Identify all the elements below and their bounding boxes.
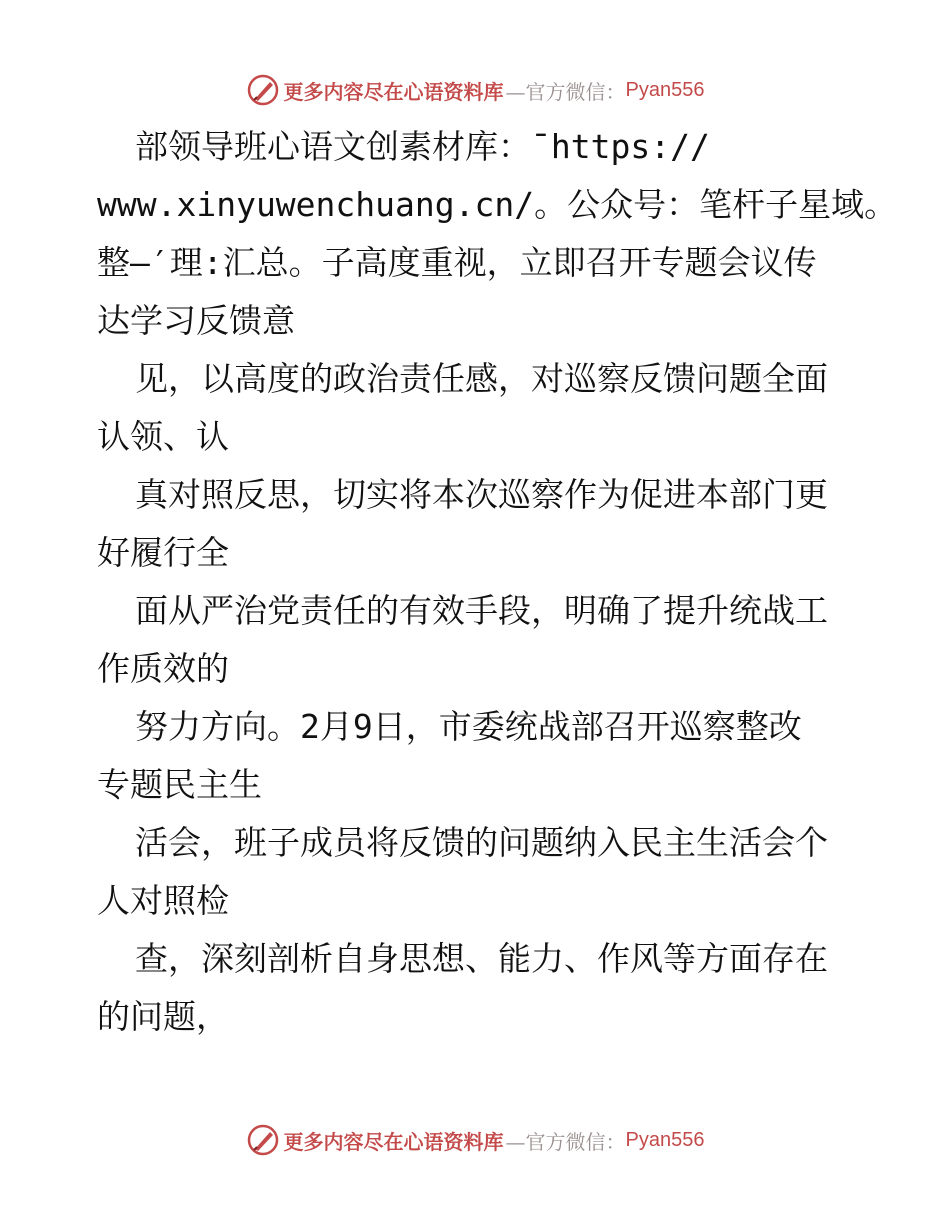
text-line: 认领、认 (97, 417, 229, 456)
text-line: 好履行全 (97, 533, 229, 572)
text-line: 专题民主生 (97, 765, 262, 804)
quill-pen-logo-icon (246, 1123, 280, 1157)
text-line: 真对照反思，切实将本次巡察作为促进本部门更 (135, 475, 828, 514)
watermark-separator-text: —官方微信： (505, 1129, 626, 1154)
text-line: 部领导班心语文创素材库：¯https:// (135, 127, 710, 166)
text-line: 的问题， (97, 997, 229, 1036)
header-watermark (0, 70, 950, 110)
watermark-account: Pyan556 (625, 1128, 705, 1151)
watermark-main-text: 更多内容尽在心语资料库 (283, 1129, 504, 1154)
text-line: 查，深刻剖析自身思想、能力、作风等方面存在 (135, 939, 828, 978)
footer-watermark (0, 1120, 950, 1160)
text-line: 面从严治党责任的有效手段，明确了提升统战工 (135, 591, 828, 630)
watermark-main-text: 更多内容尽在心语资料库 (283, 79, 504, 104)
text-line: 努力方向。2月9日，市委统战部召开巡察整改 (135, 707, 802, 746)
watermark-separator-text: —官方微信： (505, 79, 626, 104)
text-line: 人对照检 (97, 881, 229, 920)
text-line: 活会，班子成员将反馈的问题纳入民主生活会个 (135, 823, 828, 862)
text-line: 作质效的 (97, 649, 229, 688)
text-line: 达学习反馈意 (97, 301, 295, 340)
watermark-account: Pyan556 (625, 78, 705, 101)
document-body (97, 118, 898, 1046)
text-line: 见，以高度的政治责任感，对巡察反馈问题全面 (135, 359, 828, 398)
text-line: www.xinyuwenchuang.cn/。公众号：笔杆子星域。 (97, 185, 898, 224)
quill-pen-logo-icon (246, 73, 280, 107)
text-line: 整—′理:汇总。子高度重视，立即召开专题会议传 (97, 243, 817, 282)
